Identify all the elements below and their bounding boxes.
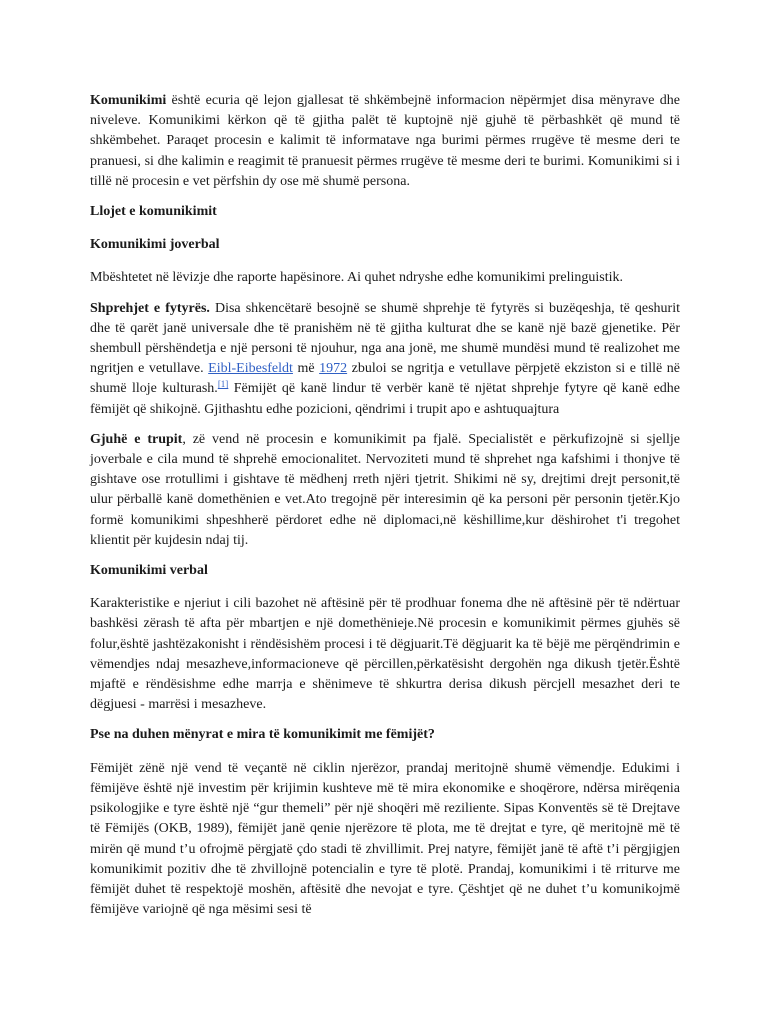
intro-text: është ecuria që lejon gjallesat të shkëmbejnë informacion nëpërmjet disa mënyrave dhe niveleve. Komunikimi kërkon që të gjitha palët të kuptojnë një gjuhë të përbashkët që mund të shkëmbehet. Paraqet procesin e kalimit të informatave nga burimi përmes rrugëve të mesme deri te pranuesi, si dhe kalimin e reagimit të pranuesit përmes rrugëve të mesme deri te burimi. Komunikimi si i tillë në procesin e vet përfshin dy ose më shumë persona. xyxy=(90,93,680,189)
body-language-term: Gjuhë e trupit xyxy=(90,431,183,447)
heading-types: Llojet e komunikimit xyxy=(90,204,217,220)
facial-expressions-paragraph xyxy=(90,299,680,420)
facial-text-3: zbuloi se ngritja e vetullave përpjetë ekziston si e tillë në shumë lloje kulturash. xyxy=(90,361,680,397)
nonverbal-intro-paragraph: Mbështetet në lëvizje dhe raporte hapësinore. Ai quhet ndryshe edhe komunikimi prelinguistik. xyxy=(90,270,624,286)
heading-verbal: Komunikimi verbal xyxy=(90,563,208,579)
footnote-ref xyxy=(218,379,229,389)
verbal-paragraph: Karakteristike e njeriut i cili bazohet në aftësinë për të prodhuar fonema dhe në aftësinë për të ndërtuar bashkësi zërash të afta për mbartjen e një domethënieje.Në procesin e komunikimit përmes gjuhës së folur,është jashtëzakonisht i rëndësishëm procesi i të dëgjuarit.Të dëgjuarit ka të bëjë me përqëndrimin e vëmendjes ndaj mesazheve,informacioneve që përcillen,përkatësisht dergohën nga dikush tjetër.Është mjaftë e rëndësishme edhe marrja e shënimeve të shkurtra derisa dikush përcjell mesazhet deri te dëgjuesi - marrësi i mesazheve. xyxy=(90,596,680,713)
facial-term: Shprehjet e fytyrës. xyxy=(90,300,210,316)
facial-text-1: Disa shkencëtarë besojnë se shumë shprehje të fytyrës si buzëqeshja, të qeshurit dhe të qarët janë universale dhe të pranishëm në të gjitha kulturat dhe se kanë një bazë gjenetike. Për shembull përshëndetja e një personi të njouhur, nga ana jonë, me shumë mundësi mund të realizohet me ngritjen e vetullave. xyxy=(90,300,680,377)
body-language-text: , zë vend në procesin e komunikimit pa fjalë. Specialistët e përkufizojnë si sjellje joverbale e cila mund të shprehë emocionalitet. Nervoziteti mund të shprehet nga kafshimi i thonjve të gishtave ose rrotullimi i gishtave të mëdhenj rreth njëri tjetrit. Shikimi në sy, drejtimi drejt personit,të ulur përballë kanë domethënien e vet.Ato tregojnë për interesimin që ka personi për personin tjetër.Kjo formë komunikimi shpeshherë përdoret edhe në diplomaci,në këshillime,kur dëshirohet t'i tregohet klientit për kujdesin ndaj tij. xyxy=(90,431,680,548)
facial-text-2: më xyxy=(292,361,320,377)
facial-text-4: Fëmijët që kanë lindur të verbër kanë të njëtat shprehje fytyre që kanë edhe fëmijët që shikojnë. Gjithashtu edhe pozicioni, qëndrimi i trupit apo e ashtuquajtura xyxy=(90,381,680,417)
heading-why: Pse na duhen mënyrat e mira të komunikimit me fëmijët? xyxy=(90,727,435,743)
link-1972[interactable]: 1972 xyxy=(319,361,348,377)
body-language-paragraph xyxy=(90,430,680,551)
why-paragraph: Fëmijët zënë një vend të veçantë në ciklin njerëzor, prandaj meritojnë shumë vëmendje. Edukimi i fëmijëve është një investim për krijimin kushteve më të mira ekonomike e shoqërore, ndërsa mirëqenia psikologjike e tyre është një “gur themeli” për një shoqëri më reziliente. Sipas Konventës së të Drejtave të Fëmijës (OKB, 1989), fëmijët janë qenie njerëzore të plota, me të drejtat e tyre, që meritojnë më të mirën që mund t’u ofrojmë përgjatë çdo stadi të zhvillimit. Prej natyre, fëmijët janë të aftë t’i përgjigjen komunikimit pozitiv dhe të zhvillojnë potencialin e tyre të plotë. Prandaj, komunikimi i të rriturve me fëmijët duhet të respektojë moshën, aftësitë dhe nevojat e tyre. Çështjet që ne duhet t’u komunikojmë fëmijëve variojnë që nga mësimi sesi të xyxy=(90,760,680,918)
link-eibl-eibesfeldt[interactable]: Eibl-Eibesfeldt xyxy=(208,361,293,377)
footnote-link-1[interactable]: [1] xyxy=(217,379,229,390)
heading-nonverbal: Komunikimi joverbal xyxy=(90,237,220,253)
intro-paragraph xyxy=(90,91,680,192)
intro-term: Komunikimi xyxy=(90,93,167,108)
